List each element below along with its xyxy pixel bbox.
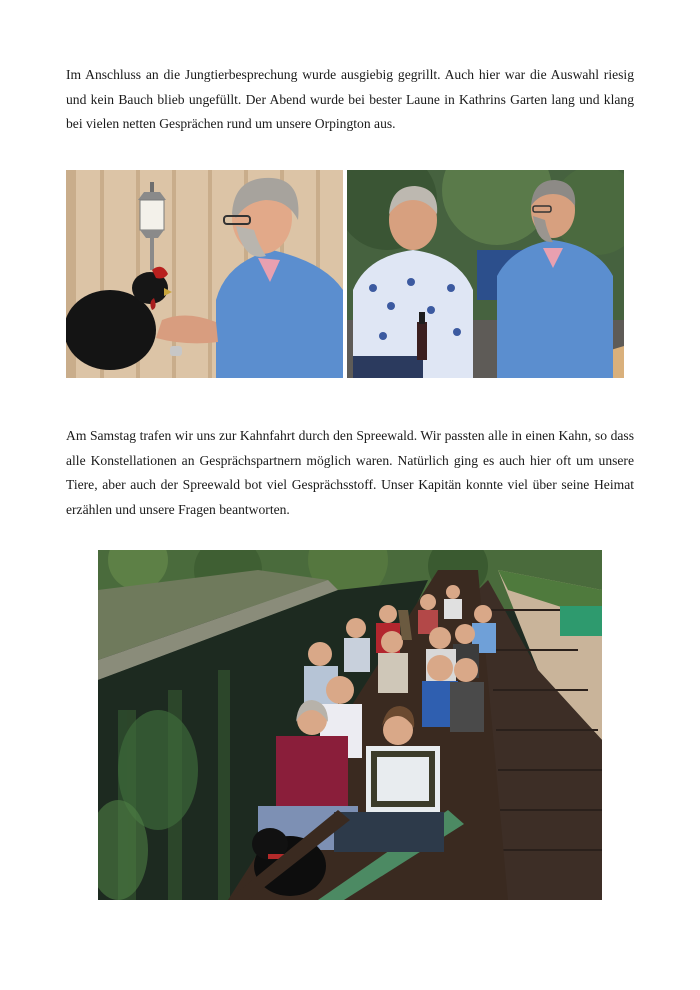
photo-two-men [347,170,624,378]
photo-group-on-punt-boat [98,550,602,900]
paragraph-grill: Im Anschluss an die Jungtierbesprechung wurde ausgiebig gegrillt. Auch hier war die Auswahl riesig und kein Bauch blieb ungefüllt. Der Abend wurde bei bester Laune in Kathrins Garten lang und klang bei vielen netten Gesprächen rund um unsere Orpington aus. [66,67,634,131]
photo-man-with-hen [66,170,343,378]
paragraph-spreewald: Am Samstag trafen wir uns zur Kahnfahrt durch den Spreewald. Wir passten alle in einen Kahn, so dass alle Konstellationen an Gesprächspartnern möglich waren. Natürlich ging es auch hier oft um unsere Tiere, aber auch der Spreewald bot viel Gesprächsstoff. Unser Kapitän konnte viel über seine Heimat erzählen und unsere Fragen beantworten. [66,428,634,517]
